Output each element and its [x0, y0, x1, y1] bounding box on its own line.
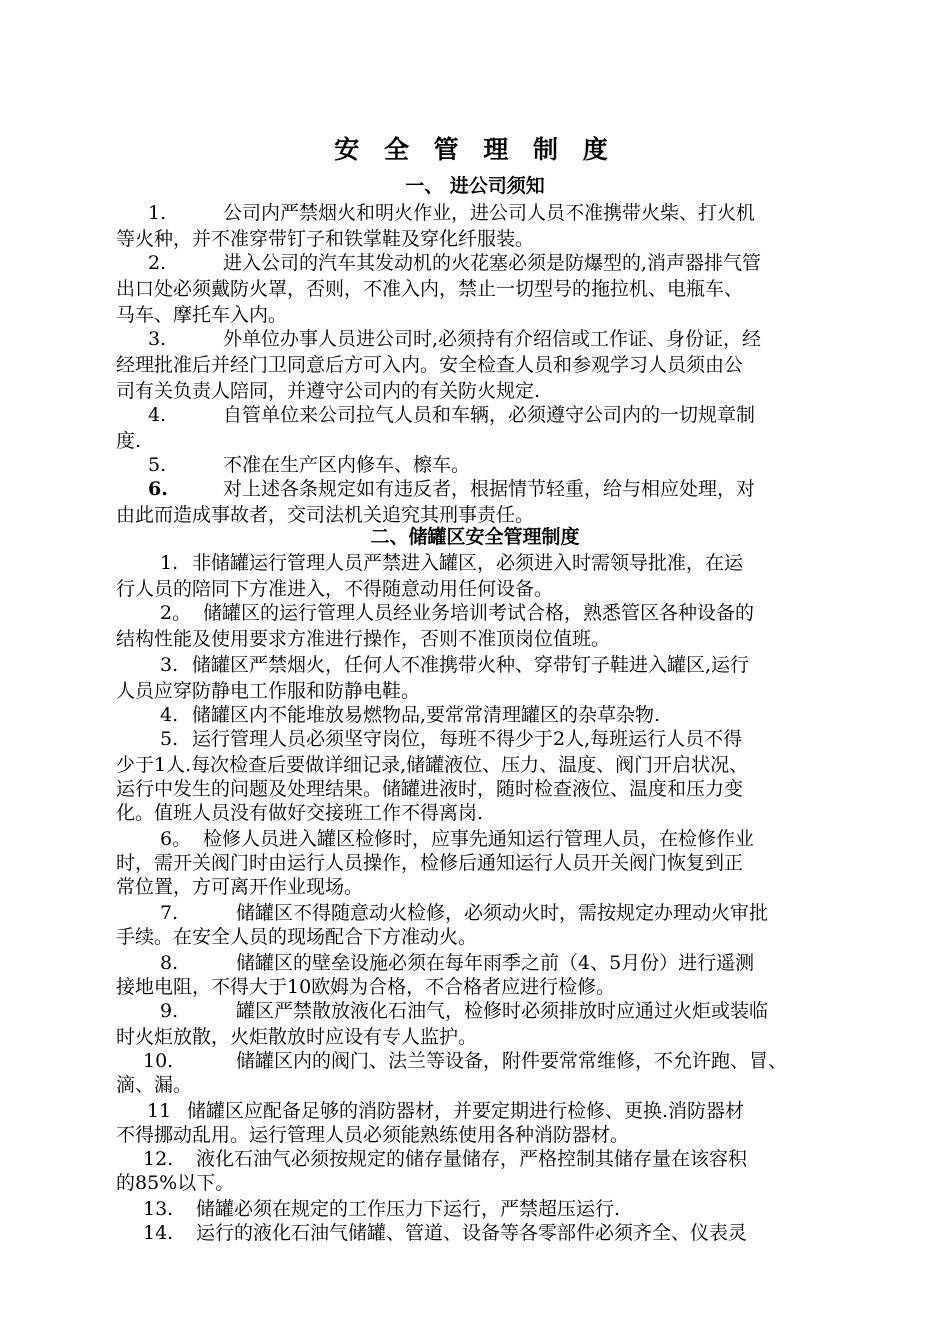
paragraph-line: 储罐区的运行管理人员经业务培训考试合格，熟悉管区各种设备的: [203, 602, 755, 624]
item-number: 3.: [160, 654, 179, 676]
item-number: 4.: [148, 404, 167, 426]
paragraph-line: 自管单位来公司拉气人员和车辆，必须遵守公司内的一切规章制: [223, 404, 756, 426]
section-heading-1: 一、 进公司须知: [405, 175, 545, 197]
paragraph-line: 由此而造成事故者，交司法机关追究其刑事责任。: [116, 504, 535, 526]
paragraph-line: 少于1人.每次检查后要做详细记录,储罐液位、压力、温度、阀门开启状况、: [116, 754, 749, 776]
paragraph-line: 时火炬放散，火炬散放时应设有专人监护。: [116, 1026, 478, 1048]
item-number: 7.: [160, 902, 179, 924]
paragraph-line: 储罐区内的阀门、法兰等设备，附件要常常维修，不允许跑、冒、: [236, 1050, 788, 1072]
item-number: 6.: [148, 478, 168, 500]
paragraph-line: 对上述各条规定如有违反者，根据情节轻重，给与相应处理，对: [223, 478, 756, 500]
item-number: 12.: [143, 1148, 174, 1170]
paragraph-line: 储罐区内不能堆放易燃物品,要常常清理罐区的杂草杂物.: [192, 704, 661, 726]
paragraph-line: 运行管理人员必须坚守岗位，每班不得少于2人,每班运行人员不得: [192, 728, 743, 750]
paragraph-line: 罐区严禁散放液化石油气，检修时必须排放时应通过火炬或装临: [236, 1000, 769, 1022]
paragraph-line: 等火种，并不准穿带钉子和铁掌鞋及穿化纤服装。: [116, 228, 535, 250]
paragraph-line: 出口处必须戴防火罩，否则，不准入内，禁止一切型号的拖拉机、电瓶车、: [116, 278, 744, 300]
item-number: 13.: [143, 1198, 174, 1220]
paragraph-line: 行人员的陪同下方准进入，不得随意动用任何设备。: [116, 578, 554, 600]
paragraph-line: 不得挪动乱用。运行管理人员必须能熟练使用各种消防器材。: [116, 1124, 630, 1146]
paragraph-line: 运行中发生的问题及处理结果。储罐进液时，随时检查液位、温度和压力变: [116, 778, 744, 800]
paragraph-line: 滴、漏。: [116, 1074, 193, 1096]
paragraph-line: 储罐区应配备足够的消防器材，并要定期进行检修、更换.消防器材: [187, 1100, 745, 1122]
item-number: 2.: [148, 252, 167, 274]
paragraph-line: 马车、摩托车入内。: [116, 304, 288, 326]
item-number: 9.: [160, 1000, 179, 1022]
section-heading-2: 二、储罐区安全管理制度: [370, 526, 580, 548]
item-number: 2。: [160, 602, 192, 624]
paragraph-line: 外单位办事人员进公司时,必须持有介绍信或工作证、身份证，经: [223, 328, 762, 350]
paragraph-line: 公司内严禁烟火和明火作业，进公司人员不准携带火柴、打火机: [223, 202, 756, 224]
paragraph-line: 度.: [116, 430, 142, 452]
paragraph-line: 液化石油气必须按规定的储存量储存，严格控制其储存量在该容积: [196, 1148, 748, 1170]
item-number: 14.: [143, 1222, 174, 1244]
item-number: 3.: [148, 328, 167, 350]
item-number: 5.: [160, 728, 179, 750]
paragraph-line: 时，需开关阀门时由运行人员操作，检修后通知运行人员开关阀门恢复到正: [116, 852, 744, 874]
paragraph-line: 检修人员进入罐区检修时，应事先通知运行管理人员，在检修作业: [203, 828, 755, 850]
paragraph-line: 储罐区严禁烟火，任何人不准携带火种、穿带钉子鞋进入罐区,运行: [192, 654, 750, 676]
item-number: 1.: [148, 202, 167, 224]
paragraph-line: 人员应穿防静电工作服和防静电鞋。: [116, 680, 421, 702]
paragraph-line: 储罐区的壁垒设施必须在每年雨季之前（4、5月份）进行遥测: [236, 952, 755, 974]
paragraph-line: 经理批准后并经门卫同意后方可入内。安全检查人员和参观学习人员须由公: [116, 354, 744, 376]
paragraph-line: 常位置，方可离开作业现场。: [116, 876, 364, 898]
paragraph-line: 运行的液化石油气储罐、管道、设备等各零部件必须齐全、仪表灵: [196, 1222, 748, 1244]
page-title: 安 全 管 理 制 度: [334, 135, 616, 164]
paragraph-line: 非储罐运行管理人员严禁进入罐区，必须进入时需领导批准，在运: [192, 552, 744, 574]
item-number: 6。: [160, 828, 192, 850]
paragraph-line: 不准在生产区内修车、檫车。: [223, 454, 471, 476]
item-number: 5.: [148, 454, 167, 476]
paragraph-line: 司有关负责人陪同，并遵守公司内的有关防火规定.: [116, 380, 541, 402]
paragraph-line: 结构性能及使用要求方准进行操作，否则不准顶岗位值班。: [116, 628, 611, 650]
item-number: 8.: [160, 952, 179, 974]
item-number: 4.: [160, 704, 179, 726]
paragraph-line: 接地电阻，不得大于10欧姆为合格，不合格者应进行检修。: [116, 976, 616, 998]
paragraph-line: 化。值班人员没有做好交接班工作不得离岗.: [116, 802, 484, 824]
item-number: 10.: [143, 1050, 174, 1072]
item-number: 1.: [160, 552, 179, 574]
paragraph-line: 储罐必须在规定的工作压力下运行，严禁超压运行.: [196, 1198, 621, 1220]
paragraph-line: 手续。在安全人员的现场配合下方准动火。: [116, 926, 478, 948]
paragraph-line: 储罐区不得随意动火检修，必须动火时，需按规定办理动火审批: [236, 902, 769, 924]
item-number: 11: [147, 1100, 172, 1122]
paragraph-line: 的85%以下。: [116, 1172, 235, 1194]
paragraph-line: 进入公司的汽车其发动机的火花塞必须是防爆型的,消声器排气管: [223, 252, 762, 274]
